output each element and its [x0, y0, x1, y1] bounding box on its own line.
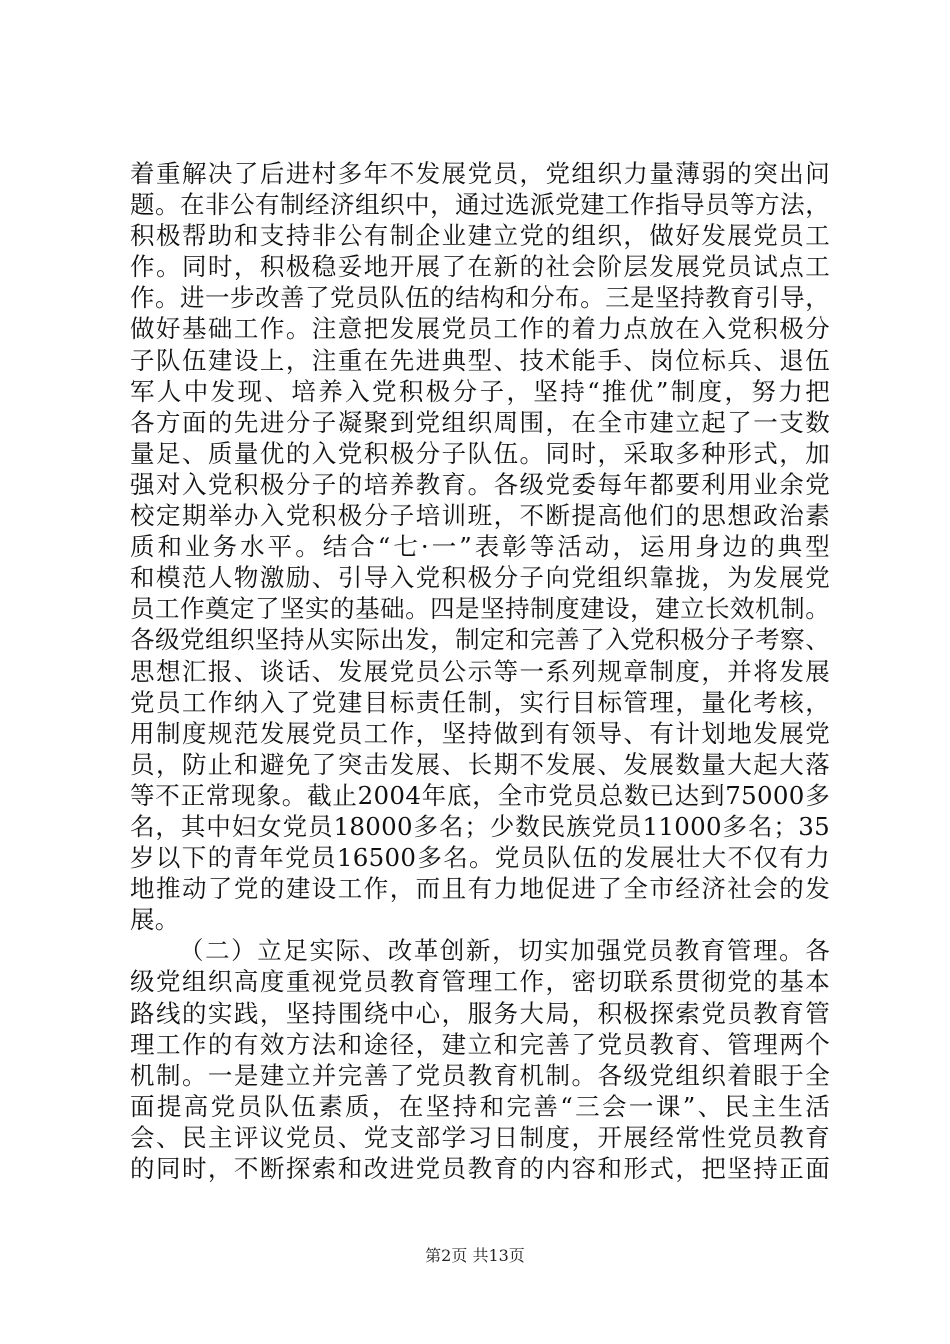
text-line: 的同时，不断探索和改进党员教育的内容和形式，把坚持正面 — [130, 1154, 830, 1183]
text-line: 岁以下的青年党员16500多名。党员队伍的发展壮大不仅有力 — [130, 843, 830, 873]
text-line: 理工作的有效方法和途径，建立和完善了党员教育、管理两个 — [130, 1029, 830, 1059]
text-line: 展。 — [130, 905, 180, 935]
text-line: 等不正常现象。截止2004年底，全市党员总数已达到75000多 — [130, 780, 830, 810]
paragraph-2 — [130, 935, 830, 1184]
text-line: 员工作奠定了坚实的基础。四是坚持制度建设，建立长效机制。 — [130, 594, 830, 624]
page-number-footer: 第2页 共13页 — [425, 1246, 525, 1265]
text-line: 各方面的先进分子凝聚到党组织周围，在全市建立起了一支数 — [130, 407, 830, 437]
text-line: 质和业务水平。结合“七·一”表彰等活动，运用身边的典型 — [130, 532, 830, 562]
text-line: 机制。一是建立并完善了党员教育机制。各级党组织着眼于全 — [130, 1060, 830, 1090]
text-line: 员，防止和避免了突击发展、长期不发展、发展数量大起大落 — [130, 749, 830, 779]
text-line: 和模范人物激励、引导入党积极分子向党组织靠拢，为发展党 — [130, 563, 830, 593]
text-line: 思想汇报、谈话、发展党员公示等一系列规章制度，并将发展 — [130, 656, 830, 686]
text-line: 路线的实践，坚持围绕中心，服务大局，积极探索党员教育管 — [130, 998, 830, 1028]
text-line: 党员工作纳入了党建目标责任制，实行目标管理，量化考核， — [130, 687, 830, 717]
text-line: 着重解决了后进村多年不发展党员，党组织力量薄弱的突出问 — [130, 159, 830, 188]
text-line: 级党组织高度重视党员教育管理工作，密切联系贯彻党的基本 — [130, 967, 830, 997]
text-line: 用制度规范发展党员工作，坚持做到有领导、有计划地发展党 — [130, 718, 830, 748]
text-line: 作。进一步改善了党员队伍的结构和分布。三是坚持教育引导， — [130, 283, 830, 313]
text-line: 积极帮助和支持非公有制企业建立党的组织，做好发展党员工 — [130, 221, 830, 251]
text-line: 校定期举办入党积极分子培训班，不断提高他们的思想政治素 — [130, 501, 830, 531]
body-text — [130, 158, 830, 1184]
text-line: 量足、质量优的入党积极分子队伍。同时，采取多种形式，加 — [130, 438, 830, 468]
text-line: （二）立足实际、改革创新，切实加强党员教育管理。各 — [179, 936, 830, 966]
text-line: 军人中发现、培养入党积极分子，坚持“推优”制度，努力把 — [130, 376, 830, 406]
text-line: 子队伍建设上，注重在先进典型、技术能手、岗位标兵、退伍 — [130, 345, 830, 375]
text-line: 作。同时，积极稳妥地开展了在新的社会阶层发展党员试点工 — [130, 252, 830, 282]
text-line: 名，其中妇女党员18000多名；少数民族党员11000多名；35 — [130, 811, 830, 841]
text-line: 会、民主评议党员、党支部学习日制度，开展经常性党员教育 — [130, 1122, 830, 1152]
text-line: 做好基础工作。注意把发展党员工作的着力点放在入党积极分 — [130, 314, 830, 344]
text-line: 强对入党积极分子的培养教育。各级党委每年都要利用业余党 — [130, 469, 830, 499]
text-line: 地推动了党的建设工作，而且有力地促进了全市经济社会的发 — [130, 874, 830, 904]
paragraph-1 — [130, 158, 830, 935]
text-line: 面提高党员队伍素质，在坚持和完善“三会一课”、民主生活 — [130, 1091, 830, 1121]
text-line: 题。在非公有制经济组织中，通过选派党建工作指导员等方法， — [130, 190, 830, 220]
text-line: 各级党组织坚持从实际出发，制定和完善了入党积极分子考察、 — [130, 625, 830, 655]
